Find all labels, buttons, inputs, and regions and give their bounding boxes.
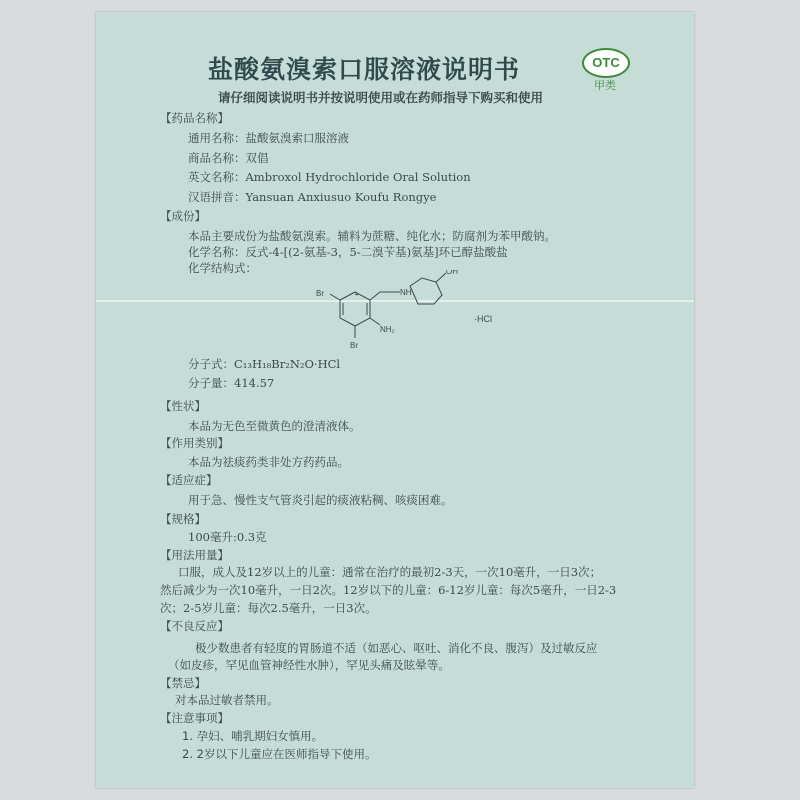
- properties-text: 本品为无色至微黄色的澄清液体。: [188, 419, 361, 433]
- section-header-dosage: 【用法用量】: [160, 548, 229, 562]
- bromine-top-label: Br: [316, 289, 324, 298]
- section-header-category: 【作用类别】: [160, 436, 229, 450]
- trade-name: 商品名称：双倡: [188, 151, 269, 165]
- dosage-line-1: 口服，成人及12岁以上的儿童：通常在治疗的最初2-3天，一次10毫升，一日3次；: [178, 565, 602, 579]
- amino-label: NH₂: [380, 325, 395, 334]
- dosage-line-2: 然后减少为一次10毫升，一日2次。12岁以下的儿童：6-12岁儿童：每次5毫升，一日2-3: [160, 583, 617, 597]
- adverse-line-2: （如皮疹，罕见血管神经性水肿），罕见头痛及眩晕等。: [168, 658, 450, 672]
- section-header-ingredients: 【成份】: [160, 209, 206, 223]
- molecular-formula: 分子式：C₁₃H₁₈Br₂N₂O·HCl: [188, 357, 341, 371]
- precaution-item-2: 2. 2岁以下儿童应在医师指导下使用。: [182, 747, 377, 761]
- generic-name: 通用名称：盐酸氨溴索口服溶液: [188, 131, 349, 145]
- chemical-structure-diagram: [300, 270, 500, 360]
- category-text: 本品为祛痰药类非处方药药品。: [188, 455, 349, 469]
- section-header-spec: 【规格】: [160, 512, 206, 526]
- usage-instruction: 请仔细阅读说明书并按说明使用或在药师指导下购买和使用: [218, 90, 544, 105]
- precaution-item-1: 1. 孕妇、哺乳期妇女慎用。: [182, 729, 324, 743]
- structure-label: 化学结构式：: [188, 261, 257, 275]
- document-title: 盐酸氨溴索口服溶液说明书: [208, 55, 521, 84]
- chemical-name: 化学名称：反式-4-[(2-氨基-3，5-二溴苄基)氨基]环已醇盐酸盐: [188, 245, 508, 259]
- indications-text: 用于急、慢性支气管炎引起的痰液粘稠、咳痰困难。: [188, 493, 453, 507]
- contraindications-text: 对本品过敏者禁用。: [175, 693, 279, 707]
- hydrochloride-label: ·HCl: [474, 314, 492, 324]
- section-header-precautions: 【注意事项】: [160, 711, 229, 725]
- main-ingredients: 本品主要成份为盐酸氨溴索。辅料为蔗糖、纯化水；防腐剂为苯甲酸钠。: [188, 229, 556, 243]
- hydroxyl-label: OH: [446, 270, 458, 276]
- amine-label: NH: [400, 288, 412, 297]
- spec-text: 100毫升:0.3克: [188, 530, 267, 544]
- otc-class-label: 甲类: [594, 79, 616, 92]
- section-header-drug-name: 【药品名称】: [160, 111, 229, 125]
- adverse-line-1: 极少数患者有轻度的胃肠道不适（如恶心、呕吐、消化不良、腹泻）及过敏反应: [195, 641, 598, 655]
- dosage-line-3: 次；2-5岁儿童：每次2.5毫升，一日3次。: [160, 601, 377, 615]
- section-header-properties: 【性状】: [160, 399, 206, 413]
- english-name: 英文名称：Ambroxol Hydrochloride Oral Solution: [188, 170, 471, 184]
- pinyin-name: 汉语拼音：Yansuan Anxiusuo Koufu Rongye: [188, 190, 437, 204]
- section-header-contraindications: 【禁忌】: [160, 676, 206, 690]
- section-header-indications: 【适应症】: [160, 473, 218, 487]
- bromine-bottom-label: Br: [350, 341, 358, 350]
- molecular-weight: 分子量：414.57: [188, 376, 275, 390]
- otc-badge: OTC: [582, 48, 630, 78]
- section-header-adverse: 【不良反应】: [160, 619, 229, 633]
